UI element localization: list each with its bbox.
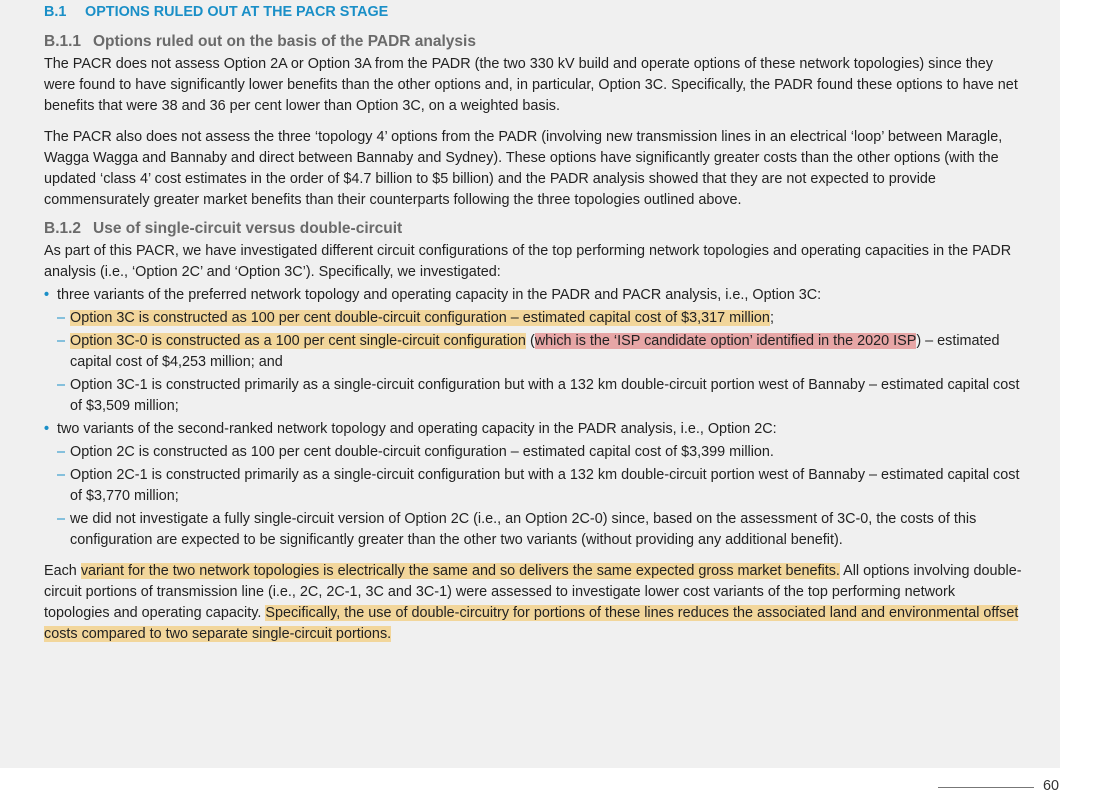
bullet-marker: • bbox=[44, 421, 50, 437]
section-heading bbox=[44, 0, 1024, 24]
dash-marker: – bbox=[57, 511, 66, 527]
paragraph: As part of this PACR, we have investigated different circuit configurations of the top performing network topologies and operating capacities in the PADR analysis (i.e., ‘Option 2C’ and ‘Option 3C’). Specifically, we investigated: bbox=[44, 243, 1012, 280]
dash-text: Option 3C-1 is constructed primarily as a single-circuit configuration but with a 132 km double-circuit portion west of Bannaby – estimated capital cost of $3,509 million; bbox=[70, 377, 1020, 414]
dash-text: Option 2C-1 is constructed primarily as a single-circuit configuration but with a 132 km double-circuit portion west of Bannaby – estimated capital cost of $3,770 million; bbox=[70, 467, 1020, 504]
dash-text: ; bbox=[769, 310, 774, 326]
subsection-heading-b11 bbox=[44, 31, 1024, 52]
dash-text: ( bbox=[525, 333, 535, 349]
subsection-number: B.1.1 bbox=[44, 33, 82, 50]
dash-marker: – bbox=[57, 444, 66, 460]
dash-text: ) – estimated capital cost of $4,253 million; and bbox=[70, 333, 1000, 370]
bullet-item bbox=[44, 419, 1024, 440]
document-body bbox=[44, 0, 1024, 645]
dash-item bbox=[44, 331, 1024, 373]
paragraph-text: Each bbox=[44, 563, 81, 579]
page-number: 60 bbox=[1043, 778, 1060, 794]
highlighted-text: Specifically, the use of double-circuitry for portions of these lines reduces the associated land and environmental offset costs compared to two separate single-circuit portions. bbox=[44, 605, 1019, 642]
dash-item bbox=[44, 442, 1024, 463]
highlighted-text: Option 3C is constructed as 100 per cent double-circuit configuration – estimated capital cost of $3,317 million bbox=[70, 310, 770, 326]
dash-text: we did not investigate a fully single-circuit version of Option 2C (i.e., an Option 2C-0) since, based on the assessment of 3C-0, the costs of this configuration are expected to be significantly greater than the other two variants (without providing any additional benefit). bbox=[70, 511, 977, 548]
subsection-heading-b12 bbox=[44, 218, 1024, 239]
subsection-title: Use of single-circuit versus double-circuit bbox=[93, 220, 403, 237]
dash-item bbox=[44, 308, 1024, 329]
paragraph-text: All options involving double-circuit portions of transmission line (i.e., 2C, 2C-1, 3C and 3C-1) were assessed to investigate lower cost variants of the top performing network topologies and operating capacity. bbox=[44, 563, 1022, 621]
bullet-item bbox=[44, 285, 1024, 306]
dash-marker: – bbox=[57, 310, 66, 326]
dash-item bbox=[44, 465, 1024, 507]
section-number: B.1 bbox=[44, 4, 67, 20]
footer-rule bbox=[938, 787, 1034, 788]
dash-text: Option 2C is constructed as 100 per cent double-circuit configuration – estimated capital cost of $3,399 million. bbox=[70, 444, 774, 460]
paragraph: The PACR also does not assess the three ‘topology 4’ options from the PADR (involving new transmission lines in an electrical ‘loop’ between Maragle, Wagga Wagga and Bannaby and direct between Bannaby and Sydney). These options have significantly greater costs than the other options (with the updated ‘class 4’ cost estimates in the order of $4.7 billion to $5 billion) and the PADR analysis showed that they are not expected to provide commensurately greater market benefits than their counterparts following the three topologies outlined above. bbox=[44, 129, 1003, 208]
section-title: OPTIONS RULED OUT AT THE PACR STAGE bbox=[85, 4, 389, 20]
paragraph bbox=[44, 561, 1024, 645]
dash-item bbox=[44, 509, 1024, 551]
dash-marker: – bbox=[57, 333, 66, 349]
dash-marker: – bbox=[57, 377, 66, 393]
red-highlighted-text: which is the ‘ISP candidate option’ identified in the 2020 ISP bbox=[534, 333, 917, 349]
dash-item bbox=[44, 375, 1024, 417]
dash-marker: – bbox=[57, 467, 66, 483]
subsection-title: Options ruled out on the basis of the PADR analysis bbox=[93, 33, 476, 50]
highlighted-text: variant for the two network topologies is electrically the same and so delivers the same expected gross market benefits. bbox=[80, 563, 840, 579]
subsection-number: B.1.2 bbox=[44, 220, 82, 237]
paragraph: The PACR does not assess Option 2A or Option 3A from the PADR (the two 330 kV build and operate options of these network topologies) since they were found to have significantly lower benefits than the other options and, in particular, Option 3C. Specifically, the PADR found these options to have net benefits that were 38 and 36 per cent lower than Option 3C, on a weighted basis. bbox=[44, 56, 1018, 114]
bullet-text: two variants of the second-ranked network topology and operating capacity in the PADR analysis, i.e., Option 2C: bbox=[57, 421, 777, 437]
bullet-marker: • bbox=[44, 287, 50, 303]
highlighted-text: Option 3C-0 is constructed as a 100 per cent single-circuit configuration bbox=[70, 333, 526, 349]
bullet-text: three variants of the preferred network topology and operating capacity in the PADR and PACR analysis, i.e., Option 3C: bbox=[57, 287, 822, 303]
